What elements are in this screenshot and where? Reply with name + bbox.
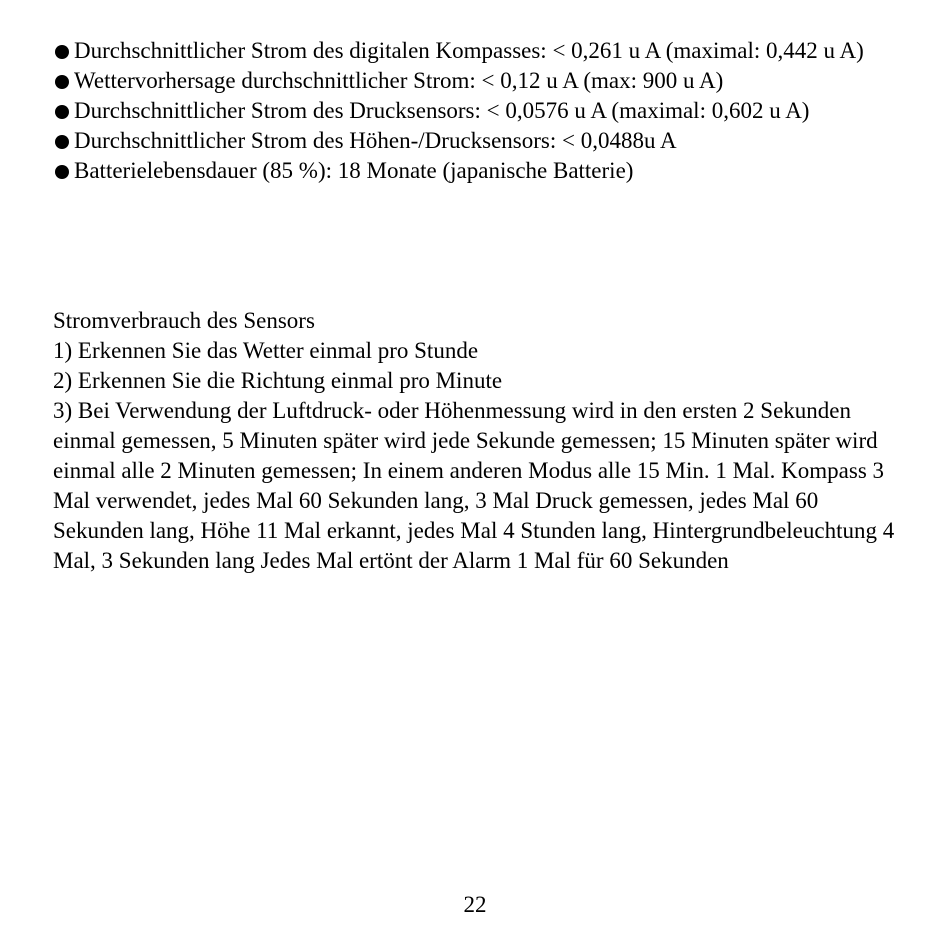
bullet-icon xyxy=(55,45,69,59)
bullet-icon xyxy=(55,75,69,89)
section-heading: Stromverbrauch des Sensors xyxy=(53,308,315,333)
bullet-icon xyxy=(55,135,69,149)
bullet-icon xyxy=(55,105,69,119)
list-item xyxy=(53,66,893,96)
list-item xyxy=(53,156,893,186)
list-item xyxy=(53,36,893,66)
weather-detection-item: 1) Erkennen Sie das Wetter einmal pro Stunde xyxy=(53,338,479,363)
bullet-icon xyxy=(55,165,69,179)
pressure-sensor-current-text: Durchschnittlicher Strom des Drucksensors: < 0,0576 u A (maximal: 0,602 u A) xyxy=(74,98,810,123)
list-item xyxy=(53,126,893,156)
specification-list xyxy=(53,36,893,186)
sensor-power-section xyxy=(53,306,898,576)
compass-current-text: Durchschnittlicher Strom des digitalen Kompasses: < 0,261 u A (maximal: 0,442 u A) xyxy=(74,38,864,63)
measurement-usage-item: 3) Bei Verwendung der Luftdruck- oder Höhenmessung wird in den ersten 2 Sekunden einmal gemessen, 5 Minuten später wird jede Sekunde gemessen; 15 Minuten später wird einmal alle 2 Minuten gemessen; In einem anderen Modus alle 15 Min. 1 Mal. Kompass 3 Mal verwendet, jedes Mal 60 Sekunden lang, 3 Mal Druck gemessen, jedes Mal 60 Sekunden lang, Höhe 11 Mal erkannt, jedes Mal 4 Stunden lang, Hintergrundbeleuchtung 4 Mal, 3 Sekunden lang Jedes Mal ertönt der Alarm 1 Mal für 60 Sekunden xyxy=(53,398,895,573)
weather-forecast-current-text: Wettervorhersage durchschnittlicher Strom: < 0,12 u A (max: 900 u A) xyxy=(74,68,724,93)
page-number: 22 xyxy=(463,892,487,917)
altitude-pressure-current-text: Durchschnittlicher Strom des Höhen-/Drucksensors: < 0,0488u A xyxy=(74,128,677,153)
list-item xyxy=(53,96,893,126)
direction-detection-item: 2) Erkennen Sie die Richtung einmal pro Minute xyxy=(53,368,503,393)
battery-life-text: Batterielebensdauer (85 %): 18 Monate (japanische Batterie) xyxy=(74,158,634,183)
